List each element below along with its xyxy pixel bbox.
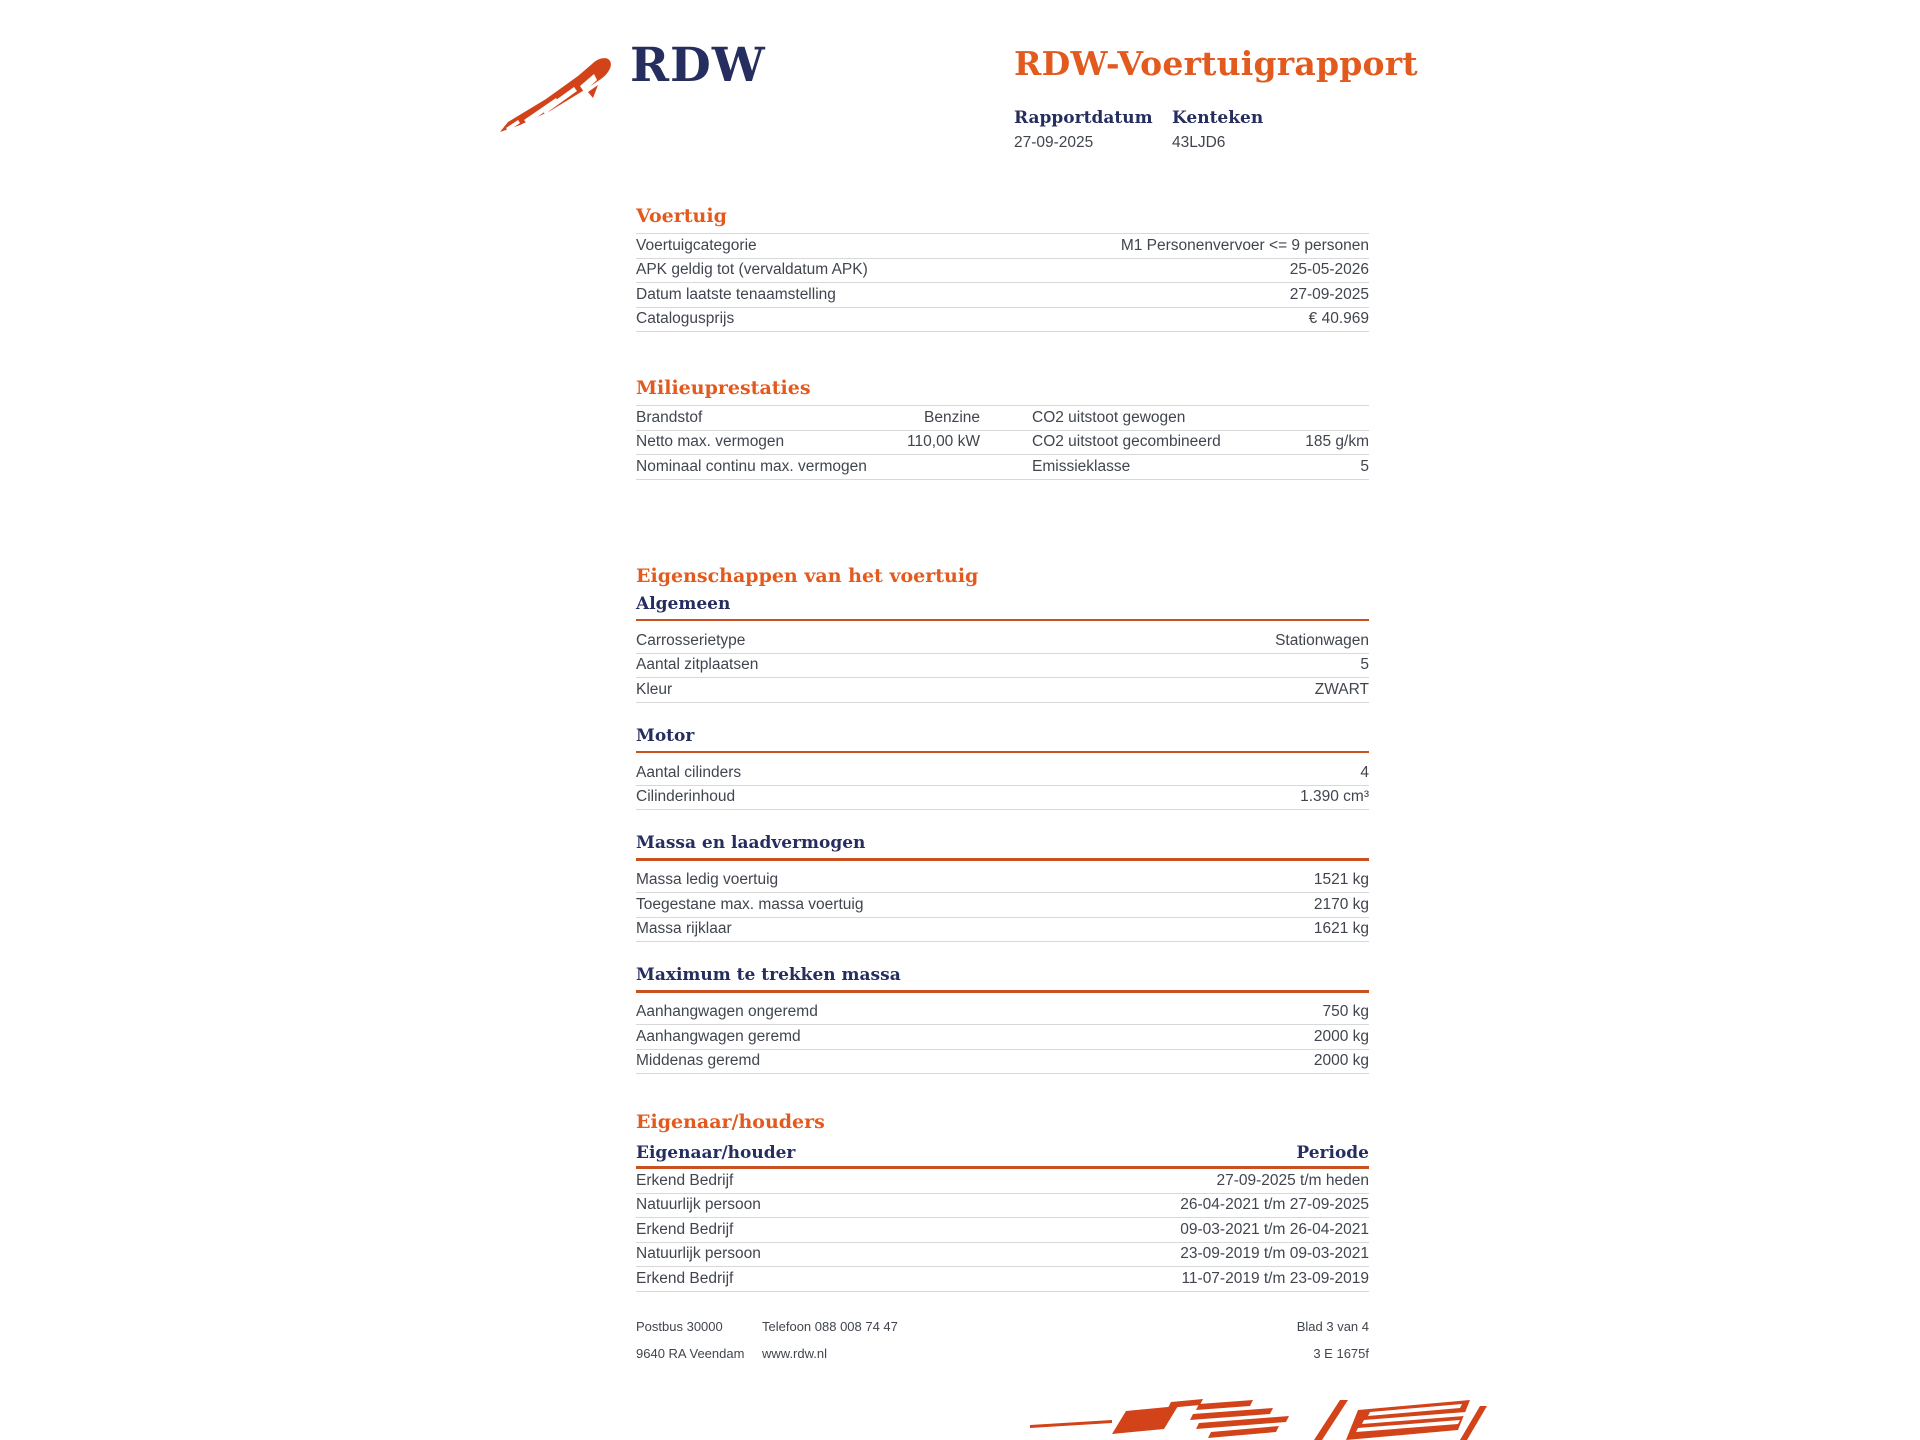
rdw-logo-text: RDW (630, 38, 766, 93)
table-row (636, 1194, 1369, 1219)
row-value: 1621 kg (1313, 920, 1369, 938)
table-row (636, 431, 1369, 456)
subsection-title: Algemeen (636, 593, 731, 614)
row-label: Emissieklasse (1032, 457, 1131, 475)
report-date-label: Rapportdatum (1014, 108, 1153, 128)
section-title-eigenaren: Eigenaar/houders (636, 1111, 825, 1133)
owner-name: Natuurlijk persoon (636, 1245, 761, 1263)
row-label: Datum laatste tenaamstelling (636, 285, 836, 303)
row-label: Brandstof (636, 408, 703, 426)
row-value: 27-09-2025 (1289, 285, 1369, 303)
rdw-stripes-logo-icon (1028, 1398, 1488, 1440)
table-row (636, 1243, 1369, 1268)
section-milieuprestaties (636, 376, 1369, 480)
page-title: RDW-Voertuigrapport (1014, 44, 1418, 83)
table-row (636, 259, 1369, 284)
row-value: 1521 kg (1313, 871, 1369, 889)
subsection-title: Maximum te trekken massa (636, 965, 901, 985)
row-value: Benzine (923, 408, 980, 426)
table-row (636, 283, 1369, 308)
row-value: € 40.969 (1308, 310, 1369, 328)
row-label: Massa ledig voertuig (636, 871, 779, 889)
table-row (636, 654, 1369, 679)
section-title-eigenschappen: Eigenschappen van het voertuig (636, 564, 979, 587)
table-row (636, 308, 1369, 333)
subsection-massa (636, 832, 1369, 942)
row-label: Kleur (636, 680, 673, 698)
owner-period: 27-09-2025 t/m heden (1216, 1171, 1369, 1189)
table-row (636, 1025, 1369, 1050)
row-label: Voertuigcategorie (636, 236, 757, 254)
owner-period: 23-09-2019 t/m 09-03-2021 (1180, 1245, 1369, 1263)
row-value: 1.390 cm³ (1300, 788, 1369, 806)
license-plate-label: Kenteken (1172, 108, 1264, 128)
row-label: Nominaal continu max. vermogen (636, 457, 867, 475)
table-row (636, 918, 1369, 943)
footer-doc-code: 3 E 1675f (1313, 1346, 1369, 1361)
table-row (636, 1218, 1369, 1243)
row-value: 750 kg (1322, 1003, 1369, 1021)
massa-table (636, 861, 1369, 943)
row-label: CO2 uitstoot gecombineerd (1032, 433, 1221, 451)
algemeen-table (636, 621, 1369, 703)
table-row (636, 1267, 1369, 1292)
owner-period: 26-04-2021 t/m 27-09-2025 (1180, 1196, 1369, 1214)
subsection-algemeen (636, 593, 1369, 703)
milieu-table (636, 405, 1369, 480)
row-value: 2000 kg (1313, 1027, 1369, 1045)
table-row (636, 893, 1369, 918)
column-header-owner: Eigenaar/houder (636, 1143, 796, 1163)
table-row (636, 406, 1369, 431)
table-row (636, 629, 1369, 654)
row-label: Carrosserietype (636, 631, 746, 649)
row-label: Catalogusprijs (636, 310, 735, 328)
row-label: Netto max. vermogen (636, 433, 785, 451)
footer-address (636, 1313, 762, 1367)
voertuig-table (636, 233, 1369, 332)
footer-website: www.rdw.nl (762, 1346, 828, 1361)
report-date-value: 27-09-2025 (1014, 134, 1094, 151)
subsection-motor (636, 725, 1369, 811)
table-row (636, 234, 1369, 259)
row-label: CO2 uitstoot gewogen (1032, 408, 1186, 426)
trekken-massa-table (636, 993, 1369, 1075)
section-title-milieuprestaties: Milieuprestaties (636, 377, 811, 399)
table-row (636, 761, 1369, 786)
row-label: Aanhangwagen ongeremd (636, 1003, 818, 1021)
section-eigenaren (636, 1110, 1369, 1292)
table-row (636, 1169, 1369, 1194)
section-title-voertuig: Voertuig (636, 205, 727, 227)
row-value: 2170 kg (1313, 895, 1369, 913)
table-row (636, 1050, 1369, 1075)
subsection-title: Motor (636, 725, 695, 746)
license-plate-value: 43LJD6 (1172, 134, 1226, 151)
owners-table (636, 1169, 1369, 1292)
row-value: ZWART (1314, 680, 1369, 698)
owner-name: Erkend Bedrijf (636, 1269, 734, 1287)
row-value: 110,00 kW (907, 433, 980, 451)
rdw-feather-logo-icon (498, 52, 618, 134)
owner-name: Erkend Bedrijf (636, 1220, 734, 1238)
table-row (636, 786, 1369, 811)
owner-period: 11-07-2019 t/m 23-09-2019 (1181, 1269, 1369, 1287)
footer-contact (762, 1313, 1297, 1367)
owner-name: Natuurlijk persoon (636, 1196, 761, 1214)
table-row (636, 455, 1369, 480)
column-header-period: Periode (1296, 1143, 1369, 1163)
row-label: Aantal cilinders (636, 763, 742, 781)
owners-table-header (636, 1139, 1369, 1163)
row-label: Middenas geremd (636, 1052, 761, 1070)
row-label: Aanhangwagen geremd (636, 1027, 801, 1045)
footer-page-info (1297, 1313, 1369, 1367)
owner-period: 09-03-2021 t/m 26-04-2021 (1180, 1220, 1369, 1238)
section-voertuig (636, 204, 1369, 332)
subsection-title: Massa en laadvermogen (636, 833, 866, 853)
row-label: Cilinderinhoud (636, 788, 736, 806)
row-label: Aantal zitplaatsen (636, 656, 759, 674)
row-label: Toegestane max. massa voertuig (636, 895, 864, 913)
footer-phone: Telefoon 088 008 74 47 (762, 1319, 898, 1334)
row-label: Massa rijklaar (636, 920, 732, 938)
row-value: Stationwagen (1275, 631, 1369, 649)
row-value: 25-05-2026 (1289, 261, 1369, 279)
section-eigenschappen (636, 564, 1369, 1075)
row-value: 185 g/km (1305, 433, 1369, 451)
table-row (636, 1001, 1369, 1026)
motor-table (636, 753, 1369, 810)
row-value: M1 Personenvervoer <= 9 personen (1120, 236, 1369, 254)
page-footer (636, 1313, 1369, 1367)
row-value: 5 (1360, 457, 1369, 475)
row-value: 2000 kg (1313, 1052, 1369, 1070)
report-content (636, 0, 1369, 1292)
footer-address-line2: 9640 RA Veendam (636, 1346, 745, 1361)
row-value: 4 (1360, 763, 1369, 781)
table-row (636, 869, 1369, 894)
subsection-trekken-massa (636, 964, 1369, 1074)
footer-address-line1: Postbus 30000 (636, 1319, 723, 1334)
row-value: 5 (1360, 656, 1369, 674)
footer-page-number: Blad 3 van 4 (1296, 1319, 1369, 1334)
table-row (636, 678, 1369, 703)
row-label: APK geldig tot (vervaldatum APK) (636, 261, 868, 279)
owner-name: Erkend Bedrijf (636, 1171, 734, 1189)
